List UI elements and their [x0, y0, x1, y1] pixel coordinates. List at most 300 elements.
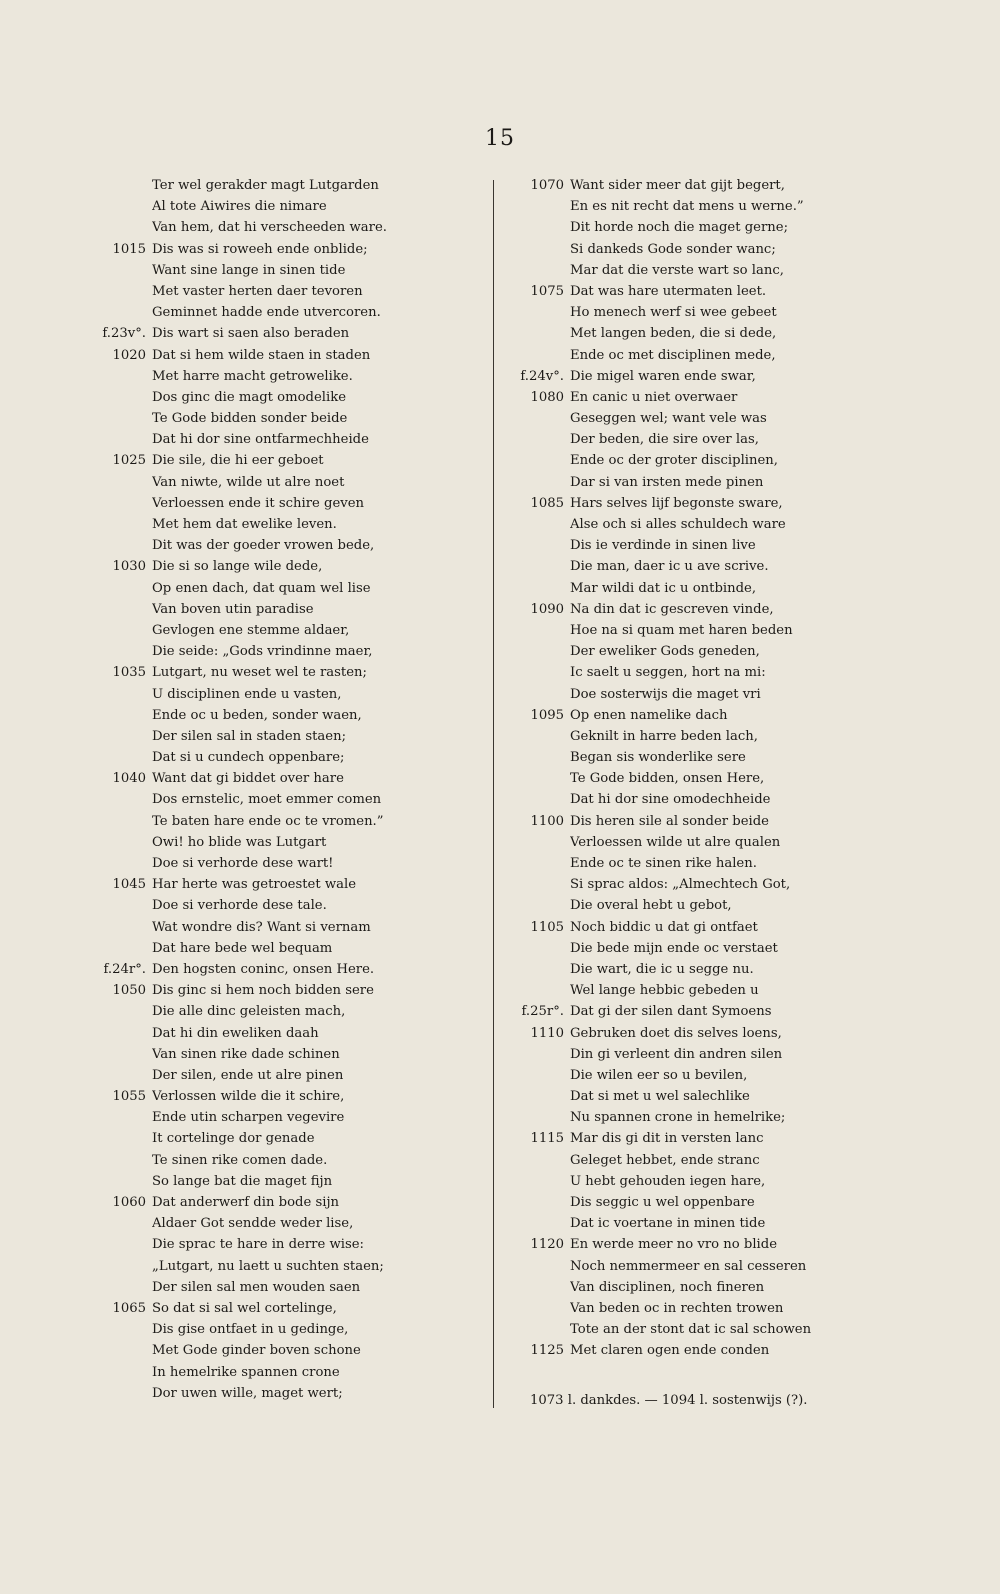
line-number	[90, 387, 152, 408]
verse-text: Dat gi der silen dant Symoens	[570, 1004, 772, 1020]
verse-line	[90, 472, 490, 493]
verse-line	[90, 980, 490, 1001]
verse-text: Dat si u cundech oppenbare;	[152, 750, 345, 766]
verse-line	[90, 1128, 490, 1149]
line-number	[90, 1171, 152, 1192]
line-number	[90, 1319, 152, 1340]
verse-text: Dis was si roweeh ende onblide;	[152, 241, 368, 257]
verse-text: Dos ernstelic, moet emmer comen	[152, 792, 382, 808]
verse-line	[508, 1298, 948, 1319]
verse-line	[508, 493, 948, 514]
verse-text: In hemelrike spannen crone	[152, 1364, 340, 1380]
verse-text: Van boven utin paradise	[152, 601, 314, 617]
line-number: 1080	[530, 389, 564, 405]
line-number: 1020	[112, 347, 146, 363]
verse-line	[508, 789, 948, 810]
verse-line	[508, 535, 948, 556]
line-number: 1085	[530, 495, 564, 511]
verse-line	[90, 938, 490, 959]
line-number	[90, 1150, 152, 1171]
verse-text: Began sis wonderlike sere	[570, 750, 746, 766]
verse-line	[508, 260, 948, 281]
line-number: 1015	[112, 241, 146, 257]
verse-line	[90, 196, 490, 217]
verse-line	[90, 874, 490, 895]
verse-line	[508, 1044, 948, 1065]
verse-line	[508, 196, 948, 217]
line-number: 1060	[112, 1195, 146, 1210]
verse-text: Dat si met u wel salechlike	[570, 1089, 750, 1105]
verse-line	[90, 514, 490, 535]
verse-line	[90, 917, 490, 938]
verse-text: Want sider meer dat gijt begert,	[570, 178, 785, 193]
line-number	[90, 429, 152, 450]
verse-text: Dis seggic u wel oppenbare	[570, 1195, 755, 1210]
verse-text: Ende oc te sinen rike halen.	[570, 856, 757, 871]
verse-text: Die sprac te hare in derre wise:	[152, 1237, 364, 1253]
verse-text: Dis ginc si hem noch bidden sere	[152, 983, 374, 999]
verse-line	[90, 1150, 490, 1171]
verse-text: Te sinen rike comen dade.	[152, 1152, 328, 1168]
verse-line	[90, 726, 490, 747]
line-number	[508, 1213, 570, 1234]
verse-text: Van hem, dat hi verscheeden ware.	[152, 220, 387, 236]
verse-text: Van niwte, wilde ut alre noet	[152, 474, 345, 490]
verse-line	[90, 323, 490, 344]
line-number	[508, 429, 570, 450]
line-number	[90, 1340, 152, 1361]
line-number	[508, 578, 570, 599]
verse-line	[90, 302, 490, 323]
verse-line	[508, 556, 948, 577]
verse-text: Dat hi dor sine ontfarmechheide	[152, 432, 369, 448]
line-number: 1030	[112, 559, 146, 575]
line-number	[90, 217, 152, 238]
verse-text: Verloessen wilde ut alre qualen	[570, 834, 781, 850]
verse-text: Dat hi dor sine omodechheide	[570, 792, 771, 808]
verse-text: Te Gode bidden, onsen Here,	[570, 771, 765, 787]
line-number	[90, 832, 152, 853]
verse-text: Verlossen wilde die it schire,	[152, 1089, 345, 1105]
verse-line	[90, 429, 490, 450]
verse-text: Met langen beden, die si dede,	[570, 326, 777, 342]
verse-line	[508, 980, 948, 1001]
verse-line	[90, 599, 490, 620]
verse-text: Der silen, ende ut alre pinen	[152, 1067, 344, 1083]
line-number	[90, 472, 152, 493]
line-number: 1100	[530, 813, 564, 829]
verse-line	[90, 450, 490, 471]
line-number	[508, 1298, 570, 1319]
verse-text: Van sinen rike dade schinen	[152, 1046, 340, 1062]
verse-text: Har herte was getroestet wale	[152, 877, 356, 893]
verse-line	[90, 895, 490, 916]
verse-line	[508, 917, 948, 938]
verse-text: Den hogsten coninc, onsen Here.	[152, 961, 375, 977]
line-number	[508, 895, 570, 916]
line-number	[508, 747, 570, 768]
line-number: f.23v°.	[102, 326, 146, 342]
verse-line	[90, 662, 490, 683]
verse-text: Gebruken doet dis selves loens,	[570, 1025, 782, 1041]
verse-line	[508, 684, 948, 705]
verse-line	[90, 789, 490, 810]
line-number	[90, 1107, 152, 1128]
verse-line	[90, 705, 490, 726]
verse-text: Ende oc u beden, sonder waen,	[152, 707, 362, 723]
verse-text: Met vaster herten daer tevoren	[152, 283, 363, 299]
verse-line	[90, 239, 490, 260]
verse-line	[90, 345, 490, 366]
verse-line	[508, 1171, 948, 1192]
verse-text: Mar wildi dat ic u ontbinde,	[570, 580, 757, 596]
verse-text: Dat ic voertane in minen tide	[570, 1216, 766, 1232]
verse-text: Dat anderwerf din bode sijn	[152, 1195, 340, 1210]
verse-text: Dat si hem wilde staen in staden	[152, 347, 371, 363]
verse-text: Die alle dinc geleisten mach,	[152, 1004, 346, 1020]
verse-text: Die seide: „Gods vrindinne maer,	[152, 644, 373, 660]
line-number: 1025	[112, 453, 146, 469]
verse-text: En es nit recht dat mens u werne.”	[570, 199, 804, 215]
verse-line	[508, 874, 948, 895]
verse-line	[90, 578, 490, 599]
line-number	[508, 959, 570, 980]
verse-text: Din gi verleent din andren silen	[570, 1046, 783, 1062]
verse-text: Dat hare bede wel bequam	[152, 940, 333, 956]
verse-text: Die wart, die ic u segge nu.	[570, 961, 754, 977]
line-number	[90, 1362, 152, 1383]
verse-text: Met harre macht getrowelike.	[152, 368, 353, 384]
verse-text: Met Gode ginder boven schone	[152, 1343, 361, 1359]
verse-text: Te baten hare ende oc te vromen.”	[152, 813, 384, 829]
line-number	[508, 408, 570, 429]
line-number	[508, 556, 570, 577]
line-number: 1045	[112, 877, 146, 893]
verse-line	[508, 811, 948, 832]
verse-text: Geleget hebbet, ende stranc	[570, 1152, 760, 1168]
line-number	[90, 726, 152, 747]
verse-line	[90, 281, 490, 302]
verse-line	[508, 578, 948, 599]
verse-line	[508, 599, 948, 620]
line-number	[508, 323, 570, 344]
verse-line	[90, 1298, 490, 1319]
line-number	[90, 578, 152, 599]
line-number	[508, 1192, 570, 1213]
verse-line	[90, 1001, 490, 1022]
line-number	[90, 535, 152, 556]
line-number	[508, 1171, 570, 1192]
line-number	[508, 684, 570, 705]
line-number: 1125	[530, 1343, 564, 1359]
verse-line	[90, 260, 490, 281]
verse-text: Wel lange hebbic gebeden u	[570, 983, 759, 999]
verse-text: Die si so lange wile dede,	[152, 559, 323, 575]
verse-line	[90, 747, 490, 768]
verse-text: Geminnet hadde ende utvercoren.	[152, 305, 381, 321]
line-number: f.25r°.	[521, 1004, 564, 1020]
verse-line	[508, 705, 948, 726]
verse-line	[90, 811, 490, 832]
verse-line	[508, 429, 948, 450]
verse-line	[508, 345, 948, 366]
verse-text: Noch nemmermeer en sal cesseren	[570, 1258, 807, 1274]
verse-line	[90, 1213, 490, 1234]
verse-line	[90, 768, 490, 789]
verse-text: Op enen dach, dat quam wel lise	[152, 580, 371, 596]
verse-text: Dat was hare utermaten leet.	[570, 283, 767, 299]
verse-text: Owi! ho blide was Lutgart	[152, 834, 327, 850]
verse-text: Die overal hebt u gebot,	[570, 898, 732, 914]
line-number	[508, 345, 570, 366]
verse-line	[90, 387, 490, 408]
line-number	[508, 768, 570, 789]
line-number	[90, 366, 152, 387]
line-number	[508, 874, 570, 895]
verse-text: Die sile, die hi eer geboet	[152, 453, 324, 469]
verse-line	[90, 641, 490, 662]
line-number	[90, 281, 152, 302]
page-number: 15	[485, 126, 515, 151]
verse-line	[90, 1234, 490, 1255]
line-number: 1055	[112, 1089, 146, 1105]
verse-line	[90, 832, 490, 853]
verse-text: Die bede mijn ende oc verstaet	[570, 940, 778, 956]
verse-text: Die migel waren ende swar,	[570, 368, 756, 384]
line-number	[508, 260, 570, 281]
verse-text: Der silen sal in staden staen;	[152, 728, 347, 744]
verse-text: Wat wondre dis? Want si vernam	[152, 919, 371, 935]
verse-text: Ende utin scharpen vegevire	[152, 1110, 345, 1126]
verse-line	[508, 1023, 948, 1044]
verse-text: Op enen namelike dach	[570, 707, 728, 723]
verse-line	[508, 938, 948, 959]
line-number	[508, 1044, 570, 1065]
verse-line	[508, 895, 948, 916]
verse-text: Die wilen eer so u bevilen,	[570, 1067, 748, 1083]
line-number	[90, 895, 152, 916]
verse-text: Verloessen ende it schire geven	[152, 495, 365, 511]
verse-text: Dit was der goeder vrowen bede,	[152, 538, 375, 554]
line-number	[90, 1044, 152, 1065]
line-number	[508, 450, 570, 471]
verse-text: Te Gode bidden sonder beide	[152, 411, 348, 427]
verse-text: Lutgart, nu weset wel te rasten;	[152, 665, 367, 681]
line-number	[508, 1065, 570, 1086]
verse-text: Na din dat ic gescreven vinde,	[570, 601, 774, 617]
line-number	[508, 641, 570, 662]
verse-line	[508, 1086, 948, 1107]
line-number	[90, 302, 152, 323]
line-number	[508, 1150, 570, 1171]
verse-text: Hoe na si quam met haren beden	[570, 622, 793, 638]
verse-text: Die man, daer ic u ave scrive.	[570, 559, 769, 575]
line-number: 1090	[530, 601, 564, 617]
line-number: 1110	[530, 1025, 564, 1041]
verse-line	[90, 1086, 490, 1107]
verse-line	[90, 1383, 490, 1404]
verse-text: Alse och si alles schuldech ware	[570, 517, 786, 532]
verse-line	[508, 472, 948, 493]
verse-line	[508, 768, 948, 789]
verse-line	[508, 514, 948, 535]
verse-text: Doe si verhorde dese tale.	[152, 898, 327, 914]
line-number	[90, 1213, 152, 1234]
line-number	[508, 217, 570, 238]
line-number	[508, 620, 570, 641]
line-number: 1050	[112, 983, 146, 999]
line-number	[508, 1319, 570, 1340]
verse-text: Der silen sal men wouden saen	[152, 1279, 361, 1295]
line-number	[508, 662, 570, 683]
verse-line	[508, 1065, 948, 1086]
line-number	[508, 726, 570, 747]
verse-line	[90, 1107, 490, 1128]
verse-text: Si dankeds Gode sonder wanc;	[570, 241, 776, 257]
line-number	[508, 789, 570, 810]
verse-line	[508, 1107, 948, 1128]
line-number	[508, 1086, 570, 1107]
verse-line	[90, 959, 490, 980]
verse-line	[508, 853, 948, 874]
line-number	[90, 493, 152, 514]
verse-line	[508, 1128, 948, 1149]
line-number: 1095	[530, 707, 564, 723]
verse-text: Dar si van irsten mede pinen	[570, 474, 764, 490]
verse-line	[508, 217, 948, 238]
line-number	[508, 980, 570, 1001]
verse-text: Van beden oc in rechten trowen	[570, 1300, 784, 1316]
verse-text: Dis wart si saen also beraden	[152, 326, 350, 342]
verse-text: Mar dat die verste wart so lanc,	[570, 262, 784, 278]
verse-text: Ho menech werf si wee gebeet	[570, 305, 777, 321]
line-number	[90, 705, 152, 726]
verse-line	[508, 239, 948, 260]
line-number	[90, 1065, 152, 1086]
verse-text: Ende oc met disciplinen mede,	[570, 347, 776, 363]
line-number	[90, 196, 152, 217]
line-number	[90, 1234, 152, 1255]
line-number: 1040	[112, 771, 146, 787]
verse-text: Tote an der stont dat ic sal schowen	[570, 1322, 812, 1338]
line-number	[90, 175, 152, 196]
verse-line	[90, 1044, 490, 1065]
line-number	[90, 1023, 152, 1044]
line-number: 1120	[530, 1237, 564, 1253]
verse-line	[508, 1319, 948, 1340]
line-number	[508, 1256, 570, 1277]
line-number	[90, 408, 152, 429]
verse-line	[90, 1192, 490, 1213]
verse-text: Der eweliker Gods geneden,	[570, 644, 760, 660]
line-number	[90, 1256, 152, 1277]
verse-line	[508, 747, 948, 768]
right-column	[508, 175, 948, 1362]
verse-line	[508, 1256, 948, 1277]
verse-text: Want dat gi biddet over hare	[152, 771, 344, 787]
verse-line	[90, 535, 490, 556]
verse-line	[90, 853, 490, 874]
verse-line	[508, 1340, 948, 1361]
verse-line	[508, 387, 948, 408]
footnotes: 1073 l. dankdes. — 1094 l. sostenwijs (?).	[530, 1393, 808, 1408]
verse-text: Noch biddic u dat gi ontfaet	[570, 919, 758, 935]
verse-line	[90, 1065, 490, 1086]
line-number	[508, 302, 570, 323]
verse-line	[508, 450, 948, 471]
verse-line	[90, 1171, 490, 1192]
verse-text: Van disciplinen, noch fineren	[570, 1279, 765, 1295]
verse-text: Dis gise ontfaet in u gedinge,	[152, 1322, 349, 1338]
line-number	[90, 599, 152, 620]
verse-text: Met claren ogen ende conden	[570, 1343, 770, 1359]
verse-line	[508, 726, 948, 747]
verse-text: Want sine lange in sinen tide	[152, 262, 346, 278]
line-number	[90, 641, 152, 662]
verse-line	[508, 1213, 948, 1234]
verse-text: It cortelinge dor genade	[152, 1131, 315, 1147]
verse-line	[90, 217, 490, 238]
line-number	[508, 535, 570, 556]
verse-line	[508, 408, 948, 429]
verse-text: Der beden, die sire over las,	[570, 432, 759, 448]
verse-line	[508, 959, 948, 980]
line-number	[90, 1383, 152, 1404]
verse-text: Dit horde noch die maget gerne;	[570, 220, 789, 236]
verse-text: Dis ie verdinde in sinen live	[570, 538, 756, 554]
line-number	[90, 684, 152, 705]
verse-text: Geknilt in harre beden lach,	[570, 728, 758, 744]
verse-line	[508, 281, 948, 302]
line-number	[90, 514, 152, 535]
verse-line	[508, 1192, 948, 1213]
line-number	[90, 747, 152, 768]
verse-text: U hebt gehouden iegen hare,	[570, 1173, 766, 1189]
verse-line	[508, 620, 948, 641]
verse-line	[90, 556, 490, 577]
verse-line	[508, 641, 948, 662]
line-number	[508, 472, 570, 493]
line-number	[90, 938, 152, 959]
verse-text: Geseggen wel; want vele was	[570, 411, 767, 427]
line-number	[508, 853, 570, 874]
verse-text: Dat hi din eweliken daah	[152, 1025, 319, 1041]
verse-text: Gevlogen ene stemme aldaer,	[152, 622, 350, 638]
verse-text: Dos ginc die magt omodelike	[152, 389, 347, 405]
verse-text: En werde meer no vro no blide	[570, 1237, 778, 1253]
line-number	[90, 853, 152, 874]
verse-line	[508, 366, 948, 387]
verse-line	[90, 1256, 490, 1277]
line-number: 1115	[530, 1131, 564, 1147]
verse-line	[508, 662, 948, 683]
verse-text: Mar dis gi dit in versten lanc	[570, 1131, 764, 1147]
line-number	[90, 1277, 152, 1298]
line-number: 1075	[530, 283, 564, 299]
line-number: f.24v°.	[520, 368, 564, 384]
verse-text: Si sprac aldos: „Almechtech Got,	[570, 877, 791, 893]
line-number: f.24r°.	[103, 961, 146, 977]
verse-text: „Lutgart, nu laett u suchten staen;	[152, 1258, 384, 1274]
verse-text: Doe sosterwijs die maget vri	[570, 686, 761, 702]
verse-line	[508, 175, 948, 196]
line-number: 1070	[530, 178, 564, 193]
verse-line	[508, 1234, 948, 1255]
column-divider	[493, 180, 494, 1408]
verse-line	[90, 493, 490, 514]
verse-text: So lange bat die maget fijn	[152, 1173, 333, 1189]
verse-text: Ende oc der groter disciplinen,	[570, 453, 778, 469]
